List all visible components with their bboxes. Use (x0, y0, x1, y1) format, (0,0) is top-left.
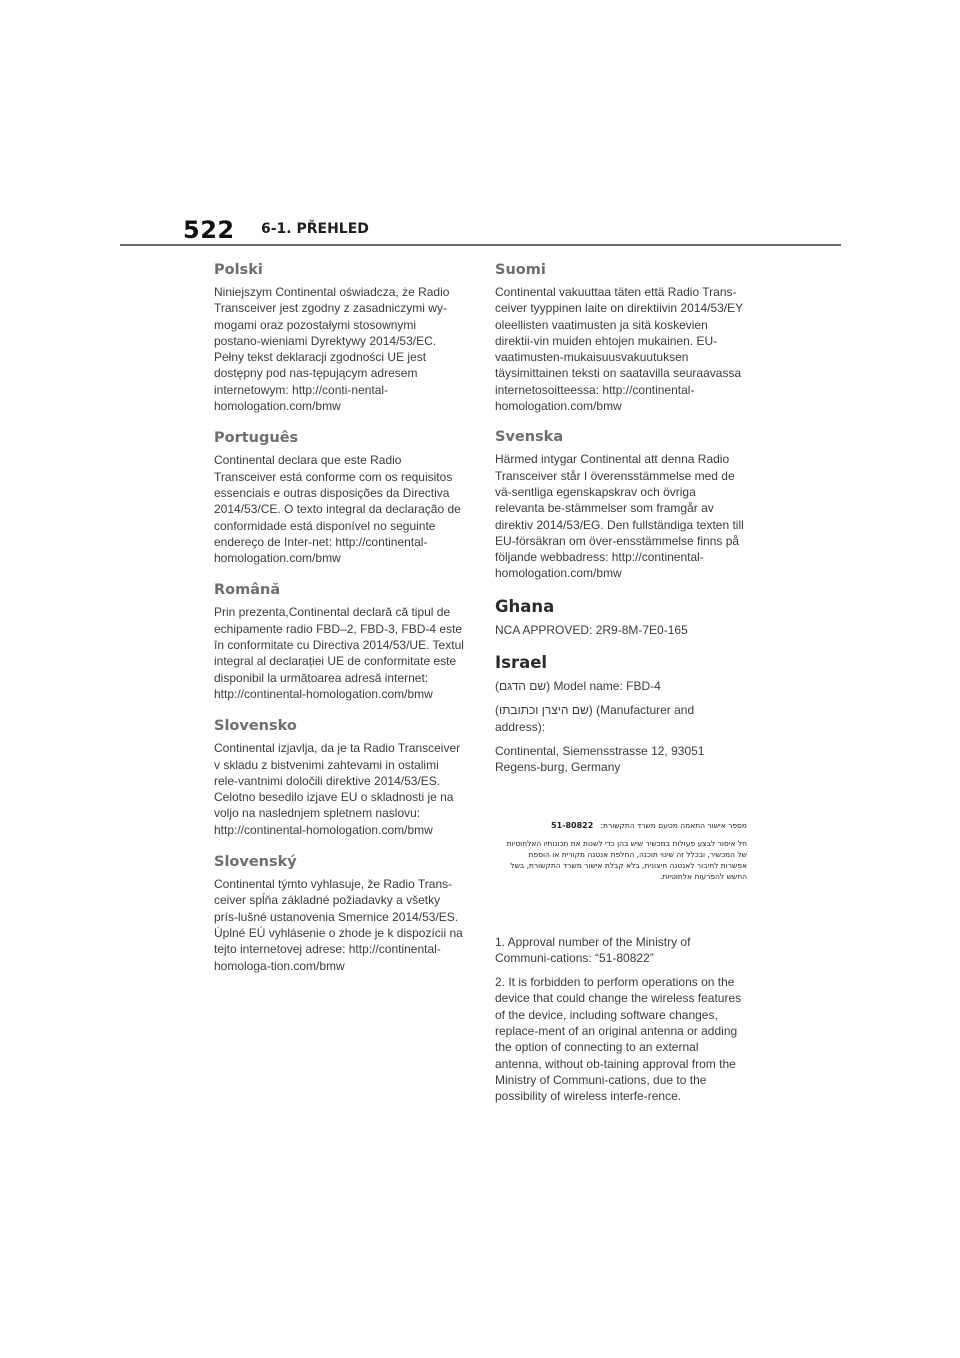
heading-svenska: Svenska (495, 429, 564, 446)
hebrew-approval-notice (495, 820, 747, 882)
page-number: 522 (183, 216, 235, 244)
approval-note-1: 1. Approval number of the Ministry of Communi-cations: “51-80822” (495, 934, 691, 965)
section-israel (495, 653, 747, 1104)
text-svenska: Härmed intygar Continental att denna Radio Transceiver står I överensstämmelse med de vä-sentliga egenskapskrav och övriga relevanta be-stämmelser som framgår av direktiv 2014/53/EG. Den fullständiga texten till EU-försäkran om över-ensstämmelse finns på följande webbadress: http://continental-homologation.com/bmw (495, 452, 744, 581)
hebrew-line: של המכשיר, ובכלל זה שינוי תוכנה, החלפת אנטנה מקורית או הוספת (528, 849, 747, 859)
section-slovensky (214, 854, 466, 974)
heading-israel: Israel (495, 653, 548, 673)
section-suomi (495, 262, 747, 414)
left-column (214, 262, 466, 990)
section-title: 6-1. PŘEHLED (261, 221, 369, 237)
manufacturer-address: Continental, Siemensstrasse 12, 93051 Regens-burg, Germany (495, 743, 705, 775)
page-header (183, 212, 843, 248)
heading-slovensky: Slovenský (214, 854, 297, 871)
section-portugues (214, 430, 466, 566)
text-romana: Prin prezenta,Continental declară că tipul de echipamente radio FBD–2, FBD-3, FBD-4 este în conformitate cu Directiva 2014/53/UE. Textul integral al declarației UE de conformitate este disponibil la următoarea adresă internet: http://continental-homologation.com/bmw (214, 605, 464, 701)
text-ghana: NCA APPROVED: 2R9-8M-7E0-165 (495, 622, 688, 637)
section-romana (214, 582, 466, 702)
header-rule (120, 244, 841, 246)
heading-polski: Polski (214, 262, 263, 278)
approval-label: מספר אישור התאמה מטעם משרד התקשורת: (600, 820, 747, 830)
text-polski: Niniejszym Continental oświadcza, że Radio Transceiver jest zgodny z zasadniczymi wy-mogami oraz pozostałymi stosownymi postano-wieniami Dyrektywy 2014/53/EC. Pełny tekst deklaracji zgodności UE jest dostępny pod nas-tępującym adresem internetowym: http://conti-nental-homologation.com/bmw (214, 285, 450, 414)
section-ghana (495, 597, 747, 638)
approval-number: 51-80822 (551, 820, 594, 830)
approval-note-2: 2. It is forbidden to perform operations on the device that could change the wireless features of the device, including software changes, replace-ment of an original antenna or adding the option of connecting to an external antenna, without ob-taining approval from the Ministry of Communi-cations, due to the possibility of wireless interfe-rence. (495, 975, 742, 1104)
section-polski (214, 262, 466, 414)
hebrew-line: חל איסור לבצע פעולות במכשיר שיש בהן כדי לשנות את תכונותיו האלחוטיות (506, 838, 747, 848)
section-slovensko (214, 718, 466, 838)
right-column (495, 262, 747, 1105)
text-suomi: Continental vakuuttaa täten että Radio Trans-ceiver tyyppinen laite on direktiivin 2014/53/EY oleellisten vaatimusten ja sitä koskevien direktii-vin muiden ehtojen mukainen. EU-vaatimusten-mukaisuusvakuutuksen täysimittainen teksti on saatavilla seuraavassa internetosoitteessa: http://continental-homologation.com/bmw (495, 285, 743, 414)
heading-slovensko: Slovensko (214, 718, 297, 735)
heading-suomi: Suomi (495, 262, 546, 278)
text-slovensko: Continental izjavlja, da je ta Radio Transceiver v skladu z bistvenimi zahtevami in ostalimi rele-vantnimi določili direktive 2014/53/ES. Celotno besedilo izjave EU o skladnosti je na voljo na naslednjem spletnem naslovu: http://continental-homologation.com/bmw (214, 741, 461, 837)
hebrew-warning-text (495, 838, 747, 882)
text-portugues: Continental declara que este Radio Transceiver está conforme com os requisitos essenciais e outras disposições da Directiva 2014/53/CE. O texto integral da declaração de conformidade está disponível no seguinte endereço de Inter-net: http://continental-homologation.com/bmw (214, 453, 461, 566)
manufacturer-line: (שם היצרן וכתובתו) (Manufacturer and address): (495, 703, 695, 734)
heading-portugues: Português (214, 430, 299, 447)
heading-ghana: Ghana (495, 596, 555, 616)
approval-header (495, 820, 747, 831)
heading-romana: Română (214, 582, 281, 599)
section-svenska (495, 429, 747, 581)
text-slovensky: Continental týmto vyhlasuje, že Radio Trans-ceiver spĺňa základné požiadavky a všetky prís-lušné ustanovenia Smernice 2014/53/ES. Úplné EÚ vyhlásenie o zhode je k dispozícii na tejto internetovej adrese: http://continental-homologa-tion.com/bmw (214, 877, 463, 973)
hebrew-line: החשש להפרעות אלחוטיות. (659, 871, 747, 881)
hebrew-line: אפשרות לחיבור לאנטנה חיצונית, בלא קבלת אישור משרד התקשורת, בשל (510, 860, 747, 870)
model-name-line: (שם הדגם) Model name: FBD-4 (495, 679, 661, 694)
